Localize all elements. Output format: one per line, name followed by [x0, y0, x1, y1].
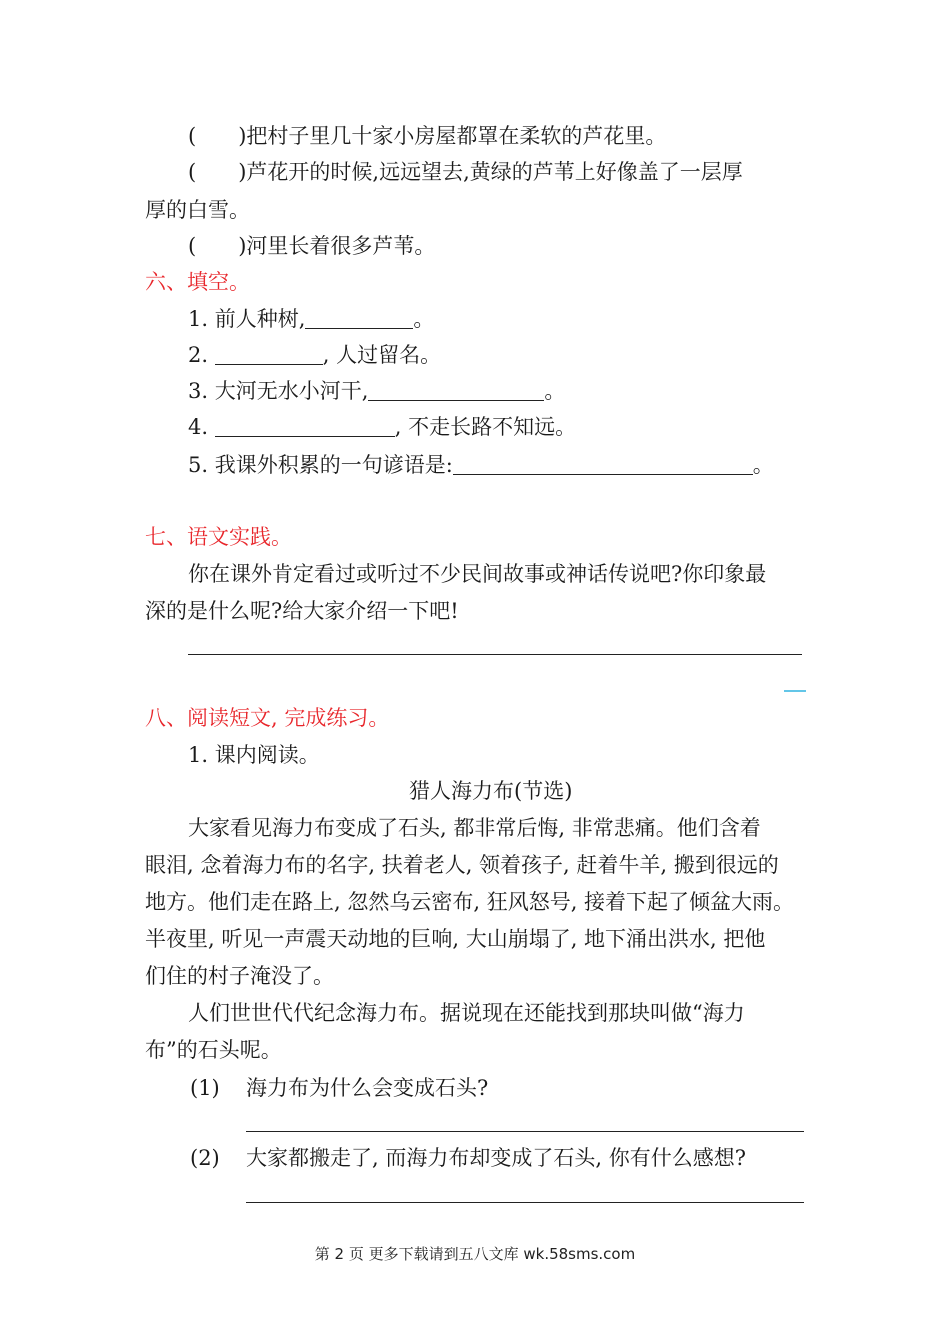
fill-suffix: 。 [413, 307, 435, 331]
question-number: (2) [190, 1146, 220, 1170]
practice-prompt-line-1: 你在课外肯定看过或听过不少民间故事或神话传说吧?你印象最 [188, 562, 767, 586]
answer-blank[interactable] [215, 416, 395, 437]
passage-line: 布”的石头呢。 [145, 1038, 282, 1062]
answer-paren[interactable]: ( ) [188, 124, 247, 148]
question-text: 海力布为什么会变成石头? [246, 1076, 489, 1100]
answer-paren[interactable]: ( ) [188, 160, 247, 184]
question-text: 大家都搬走了, 而海力布却变成了石头, 你有什么感想? [246, 1146, 746, 1170]
answer-paren[interactable]: ( ) [188, 234, 247, 258]
order-item-2 [188, 157, 743, 187]
fill-prefix: 1. 前人种树, [188, 307, 306, 331]
section-six-heading: 六、填空。 [145, 270, 250, 294]
section-eight-heading: 八、阅读短文, 完成练习。 [145, 706, 390, 730]
order-item-2-cont: 厚的白雪。 [145, 198, 250, 222]
item-text: 河里长着很多芦苇。 [246, 234, 436, 258]
fill-suffix: , 不走长路不知远。 [394, 415, 577, 439]
item-text: 把村子里几十家小房屋都罩在柔软的芦花里。 [246, 124, 667, 148]
passage-title: 猎人海力布(节选) [409, 779, 573, 803]
passage-line: 大家看见海力布变成了石头, 都非常后悔, 非常悲痛。他们含着 [188, 816, 761, 840]
fill-prefix: 4. [188, 415, 215, 439]
accent-mark [784, 690, 806, 692]
answer-blank[interactable] [215, 344, 323, 365]
passage-line: 们住的村子淹没了。 [145, 964, 334, 988]
reading-subheading: 1. 课内阅读。 [188, 743, 320, 767]
fill-item-1 [188, 304, 434, 334]
fill-prefix: 2. [188, 343, 215, 367]
answer-line[interactable] [246, 1131, 804, 1132]
order-item-1 [188, 121, 666, 151]
answer-line[interactable] [188, 654, 802, 655]
page-footer: 第 2 页 更多下载请到五八文库 wk.58sms.com [314, 1245, 636, 1263]
passage-line: 眼泪, 念着海力布的名字, 扶着老人, 领着孩子, 赶着牛羊, 搬到很远的 [145, 853, 779, 877]
fill-item-4 [188, 412, 576, 442]
fill-item-3 [188, 376, 565, 406]
answer-line[interactable] [246, 1202, 804, 1203]
fill-suffix: 。 [752, 453, 774, 477]
section-seven-heading: 七、语文实践。 [145, 525, 292, 549]
passage-line: 半夜里, 听见一声震天动地的巨响, 大山崩塌了, 地下涌出洪水, 把他 [145, 927, 766, 951]
passage-line: 地方。他们走在路上, 忽然乌云密布, 狂风怒号, 接着下起了倾盆大雨。 [145, 890, 795, 914]
question-number: (1) [190, 1076, 220, 1100]
fill-item-5 [188, 450, 774, 480]
fill-suffix: , 人过留名。 [322, 343, 442, 367]
item-text: 芦花开的时候,远远望去,黄绿的芦苇上好像盖了一层厚 [246, 160, 743, 184]
fill-prefix: 5. 我课外积累的一句谚语是: [188, 453, 453, 477]
answer-blank[interactable] [453, 454, 753, 475]
passage-line: 人们世世代代纪念海力布。据说现在还能找到那块叫做“海力 [188, 1001, 745, 1025]
answer-blank[interactable] [368, 380, 544, 401]
fill-suffix: 。 [544, 379, 566, 403]
answer-blank[interactable] [305, 308, 413, 329]
fill-item-2 [188, 340, 441, 370]
practice-prompt-line-2: 深的是什么呢?给大家介绍一下吧! [145, 599, 459, 623]
fill-prefix: 3. 大河无水小河干, [188, 379, 369, 403]
order-item-3 [188, 231, 435, 261]
